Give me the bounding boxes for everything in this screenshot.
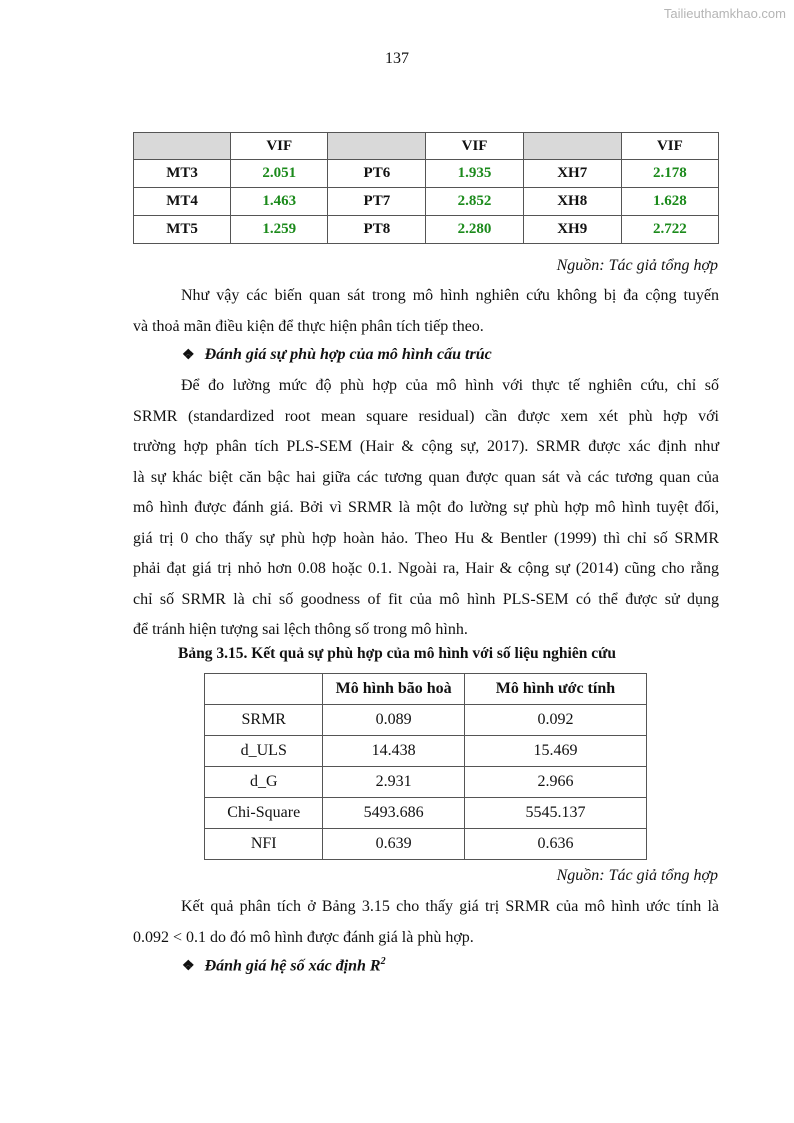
fit-metric-name: Chi-Square: [205, 798, 323, 829]
table-row: [205, 705, 647, 736]
watermark: Tailieuthamkhao.com: [663, 6, 786, 21]
fit-value: 0.089: [323, 705, 464, 736]
vif-value: 1.935: [426, 160, 523, 188]
paragraph-line: và thoả mãn điều kiện để thực hiện phân tích tiếp theo.: [133, 317, 484, 335]
vif-item-code: MT4: [134, 188, 231, 216]
vif-value: 2.051: [231, 160, 328, 188]
fit-metric-name: SRMR: [205, 705, 323, 736]
paragraph-line: để tránh hiện tượng sai lệch thông số trong mô hình.: [133, 621, 468, 638]
vif-table: [133, 132, 719, 244]
section-heading-text: Đánh giá hệ số xác định R: [204, 957, 381, 975]
table-row: [134, 160, 719, 188]
vif-value: 2.852: [426, 188, 523, 216]
vif-header-cell: VIF: [231, 133, 328, 160]
table-row: [205, 736, 647, 767]
vif-item-code: PT7: [328, 188, 426, 216]
table-row: [134, 216, 719, 244]
section-heading: [182, 956, 386, 975]
vif-header-cell: VIF: [426, 133, 523, 160]
vif-item-code: XH8: [523, 188, 621, 216]
paragraph-line: giá trị 0 cho thấy sự phù hợp hoàn hảo. Theo Hu & Bentler (1999) thì chỉ số SRMR: [133, 529, 719, 547]
paragraph: [133, 281, 719, 342]
model-fit-table: [204, 673, 647, 860]
vif-value: 1.628: [621, 188, 718, 216]
table-row: [205, 829, 647, 860]
paragraph-line: phải đạt giá trị nhỏ hơn 0.08 hoặc 0.1. Ngoài ra, Hair & cộng sự (2014) cũng cho rằng: [133, 560, 719, 577]
vif-header-cell: [134, 133, 231, 160]
fit-metric-name: NFI: [205, 829, 323, 860]
paragraph-line: Để đo lường mức độ phù hợp của mô hình với thực tế nghiên cứu, chỉ số: [181, 377, 719, 394]
source-note: Nguồn: Tác giả tổng hợp: [556, 257, 718, 274]
paragraph-line: 0.092 < 0.1 do đó mô hình được đánh giá là phù hợp.: [133, 928, 474, 946]
fit-value: 5493.686: [323, 798, 464, 829]
page-number: 137: [385, 50, 409, 67]
section-heading-text: Đánh giá sự phù hợp của mô hình cấu trúc: [204, 346, 492, 363]
vif-item-code: PT8: [328, 216, 426, 244]
fit-value: 2.966: [464, 767, 646, 798]
section-heading: [182, 346, 492, 364]
fit-value: 14.438: [323, 736, 464, 767]
vif-value: 2.722: [621, 216, 718, 244]
diamond-bullet-icon: ❖: [182, 348, 195, 363]
fit-value: 5545.137: [464, 798, 646, 829]
fit-value: 0.092: [464, 705, 646, 736]
vif-value: 1.463: [231, 188, 328, 216]
fit-metric-name: d_G: [205, 767, 323, 798]
vif-header-cell: VIF: [621, 133, 718, 160]
paragraph-line: chỉ số SRMR là chỉ số goodness of fit của mô hình PLS-SEM có thể được sử dụng: [133, 590, 719, 608]
paragraph-line: mô hình được đánh giá. Bởi vì SRMR là một đo lường sự phù hợp mô hình tuyệt đối,: [133, 499, 719, 516]
paragraph-line: Như vậy các biến quan sát trong mô hình nghiên cứu không bị đa cộng tuyến: [181, 287, 719, 304]
fit-value: 2.931: [323, 767, 464, 798]
diamond-bullet-icon: ❖: [182, 959, 195, 975]
paragraph: [133, 892, 719, 953]
vif-value: 2.280: [426, 216, 523, 244]
vif-table-header-row: [134, 133, 719, 160]
table-row: [205, 767, 647, 798]
table-row: [205, 798, 647, 829]
source-note: Nguồn: Tác giả tổng hợp: [556, 867, 718, 884]
fit-table-header-row: [205, 674, 647, 705]
vif-item-code: MT5: [134, 216, 231, 244]
fit-header-cell: Mô hình ước tính: [464, 674, 646, 705]
paragraph: [133, 371, 719, 646]
vif-value: 1.259: [231, 216, 328, 244]
vif-item-code: PT6: [328, 160, 426, 188]
paragraph-line: Kết quả phân tích ở Bảng 3.15 cho thấy giá trị SRMR của mô hình ước tính là: [181, 898, 719, 915]
fit-header-cell: Mô hình bão hoà: [323, 674, 464, 705]
vif-item-code: XH7: [523, 160, 621, 188]
fit-metric-name: d_ULS: [205, 736, 323, 767]
fit-value: 0.639: [323, 829, 464, 860]
paragraph-line: trường hợp phân tích PLS-SEM (Hair & cộng sự, 2017). SRMR được xác định như: [133, 438, 719, 455]
fit-header-cell: [205, 674, 323, 705]
fit-value: 15.469: [464, 736, 646, 767]
vif-value: 2.178: [621, 160, 718, 188]
paragraph-line: là sự khác biệt căn bậc hai giữa các tương quan được quan sát và các tương quan của: [133, 468, 719, 486]
superscript: 2: [380, 956, 386, 967]
paragraph-line: SRMR (standardized root mean square residual) cần được xem xét phù hợp với: [133, 407, 719, 425]
vif-item-code: XH9: [523, 216, 621, 244]
fit-value: 0.636: [464, 829, 646, 860]
vif-header-cell: [328, 133, 426, 160]
table-caption: Bảng 3.15. Kết quả sự phù hợp của mô hình với số liệu nghiên cứu: [177, 645, 617, 662]
vif-item-code: MT3: [134, 160, 231, 188]
table-row: [134, 188, 719, 216]
vif-header-cell: [523, 133, 621, 160]
